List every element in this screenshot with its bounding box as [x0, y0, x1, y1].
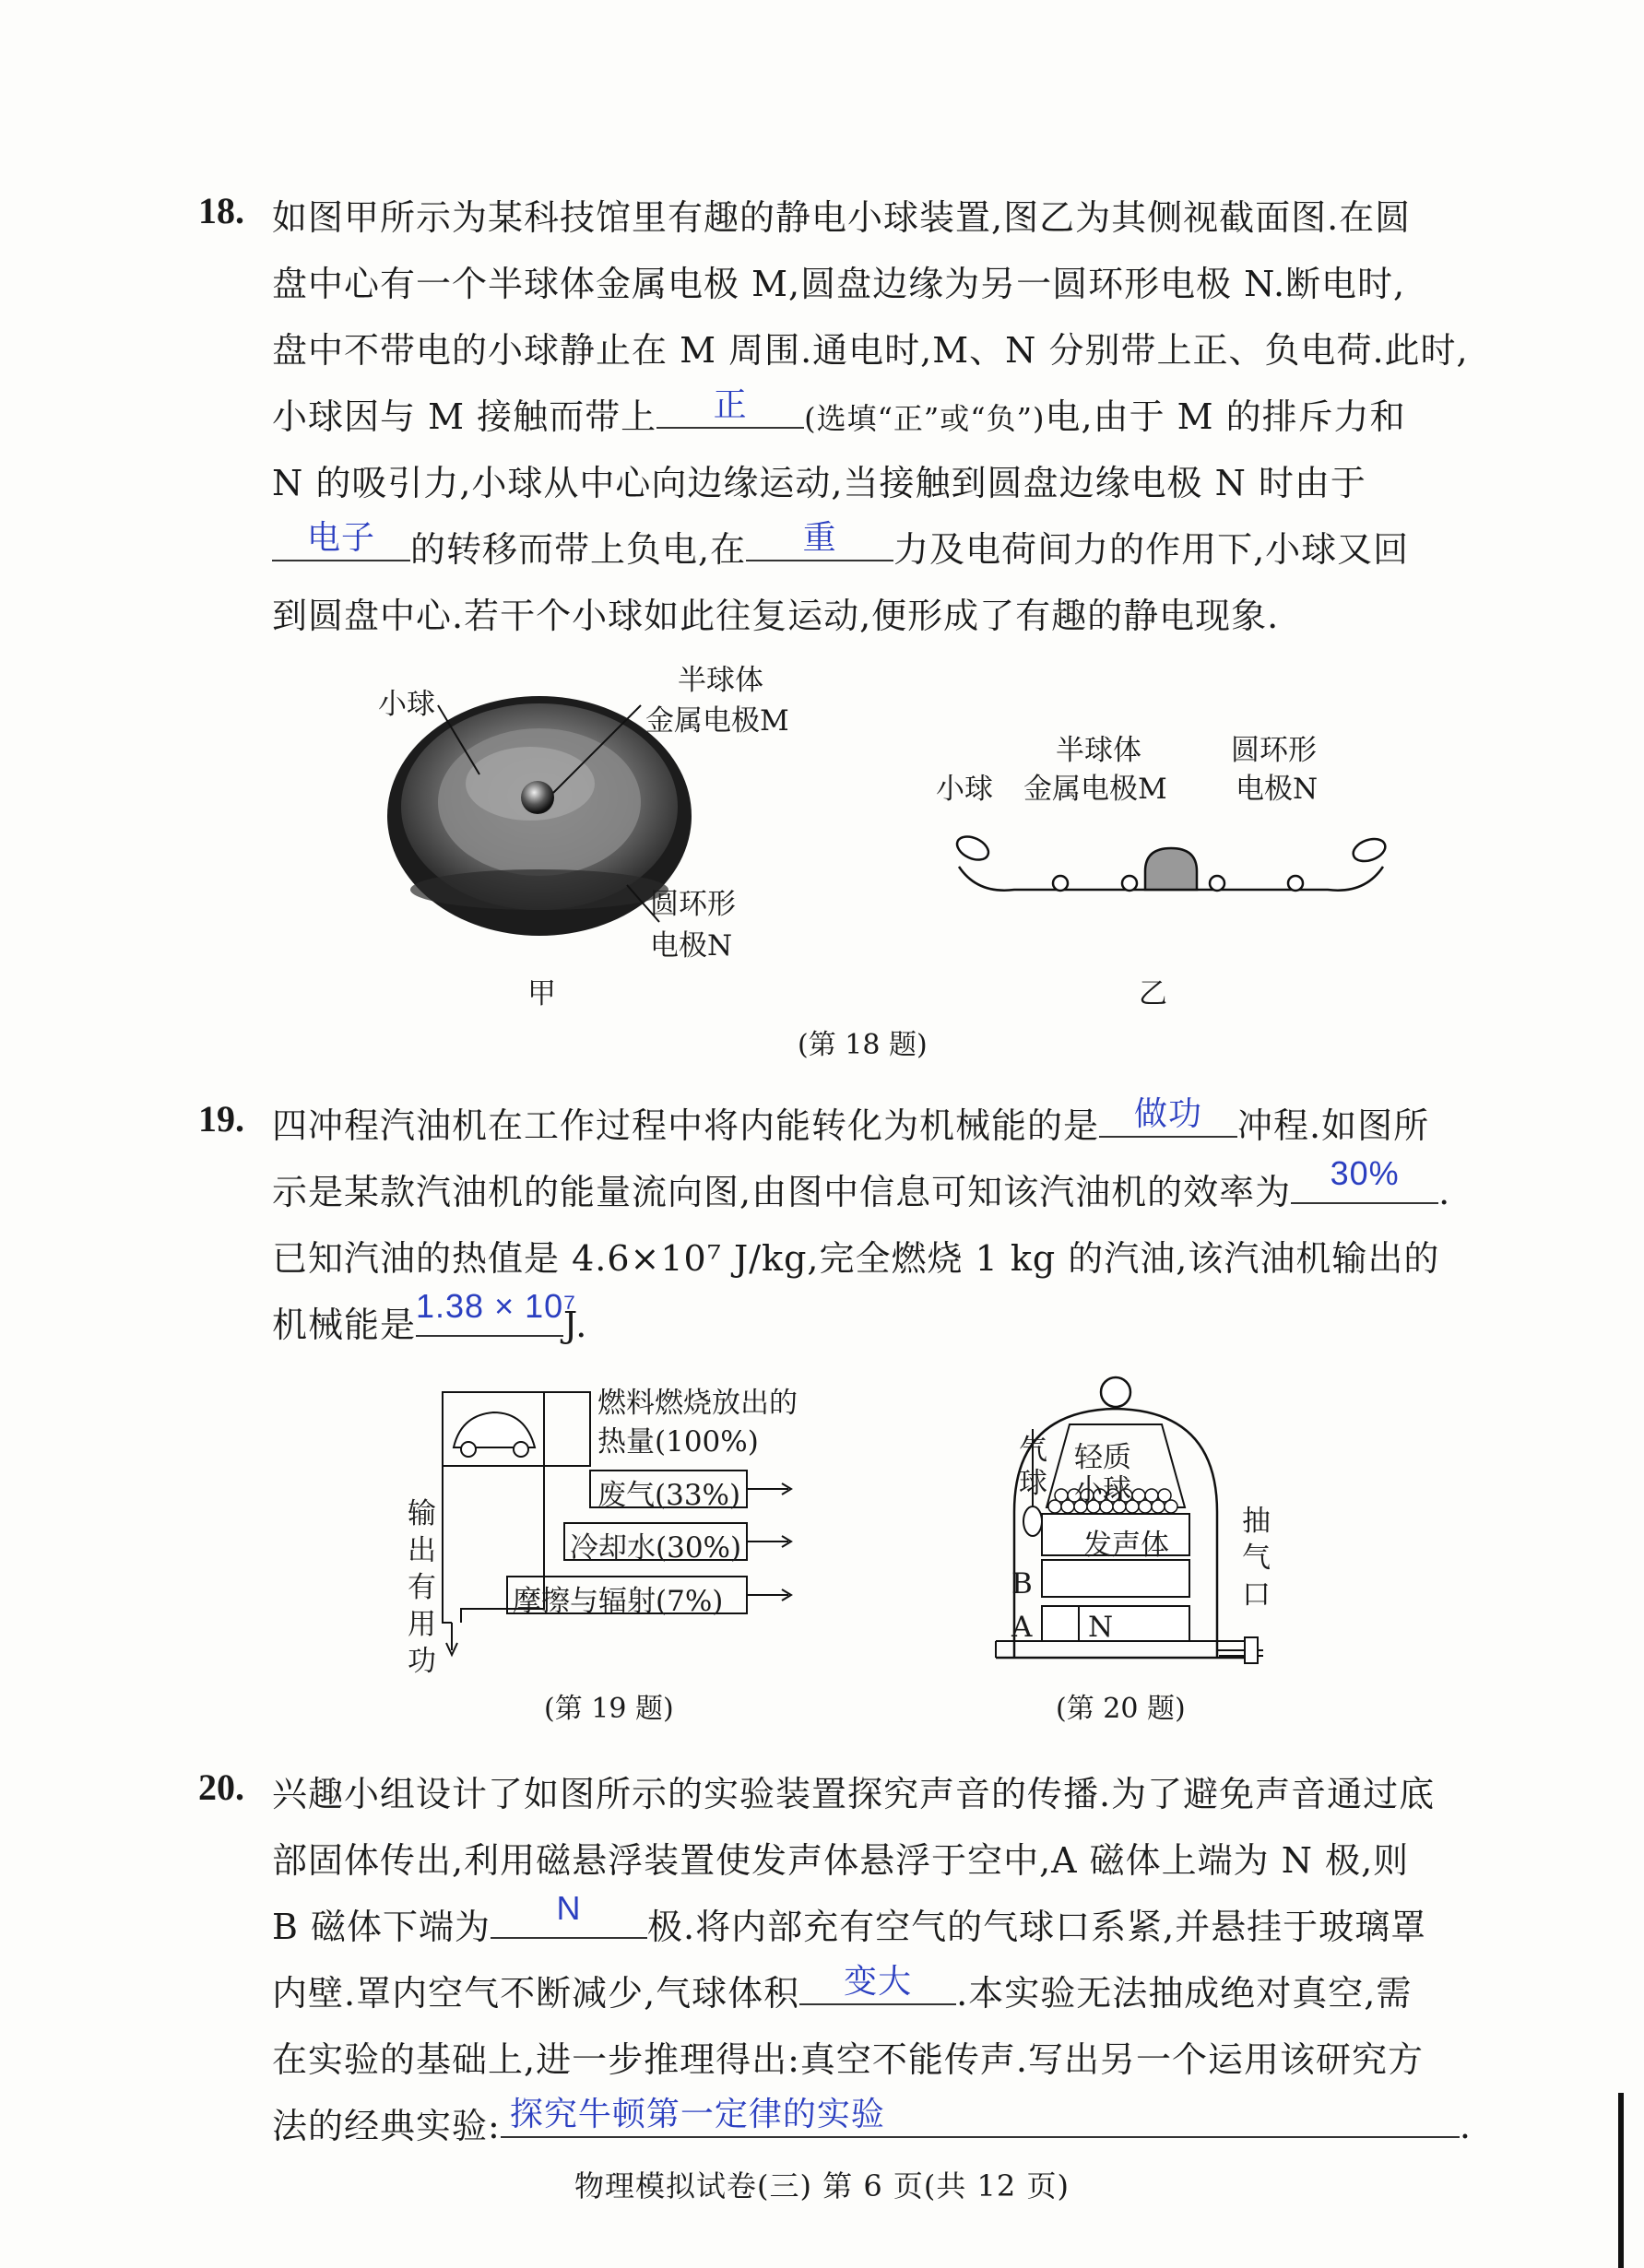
label-m-1: 半球体: [678, 664, 763, 697]
output-char: 用: [408, 1608, 436, 1641]
text-line: 在实验的基础上,进一步推理得出:真空不能传声.写出另一个运用该研究方: [272, 2039, 1424, 2080]
label-ball: 小球: [936, 773, 993, 806]
figure-name: 乙: [1139, 977, 1167, 1010]
text-line: [272, 2097, 1472, 2148]
answer-text: 正: [713, 385, 748, 423]
answer-blank[interactable]: [656, 385, 804, 429]
label-pump: [1242, 1503, 1271, 1613]
answer-text: N: [556, 1889, 582, 1927]
text-segment: 机械能是: [272, 1305, 417, 1345]
label-magnet-a: A: [1011, 1611, 1033, 1644]
text-segment: 力及电荷间力的作用下,小球又回: [893, 529, 1410, 570]
answer-text: 探究牛顿第一定律的实验: [509, 2095, 885, 2132]
answer-text: 电子: [306, 518, 375, 556]
balloon-char: 气: [1019, 1434, 1047, 1467]
text-line: [272, 518, 1410, 572]
question-number: 20.: [198, 1766, 244, 1808]
label-output: [408, 1495, 439, 1680]
output-char: 输: [408, 1497, 436, 1530]
answer-text: 重: [802, 518, 837, 556]
text-segment: .本实验无法抽成绝对真空,需: [956, 1973, 1413, 2014]
pump-char: 抽: [1242, 1505, 1271, 1538]
label-heat-1: 燃料燃烧放出的: [597, 1387, 798, 1420]
label-n-1: 圆环形: [650, 888, 736, 921]
cross-section-diagram: [940, 811, 1402, 922]
pump-char: 口: [1242, 1578, 1271, 1612]
label-pole-n: N: [1088, 1611, 1114, 1644]
answer-text: 30%: [1330, 1154, 1400, 1192]
text-segment: B 磁体下端为: [272, 1907, 491, 1947]
text-line: [272, 1287, 588, 1347]
figure-caption: (第 20 题): [1056, 1693, 1186, 1725]
text-line: 兴趣小组设计了如图所示的实验装置探究声音的传播.为了避免声音通过底: [272, 1774, 1436, 1814]
output-char: 有: [408, 1571, 436, 1604]
answer-blank[interactable]: [491, 1889, 647, 1939]
answer-text: 变大: [844, 1962, 913, 2000]
figure-caption: (第 19 题): [544, 1693, 674, 1725]
text-line: 盘中心有一个半球体金属电极 M,圆盘边缘为另一圆环形电极 N.断电时,: [272, 264, 1406, 304]
text-segment: .: [1438, 1172, 1451, 1212]
label-light-2: 小球: [1074, 1473, 1131, 1506]
text-segment: 的转移而带上负电,在: [410, 529, 747, 570]
answer-blank[interactable]: [799, 1962, 956, 2005]
output-char: 出: [408, 1534, 436, 1567]
text-line: 部固体传出,利用磁悬浮装置使发声体悬浮于空中,A 磁体上端为 N 极,则: [272, 1840, 1410, 1881]
text-segment: 示是某款汽油机的能量流向图,由图中信息可知该汽油机的效率为: [272, 1172, 1292, 1212]
label-exhaust: 废气(33%): [597, 1479, 741, 1512]
label-heat-2: 热量(100%): [597, 1425, 759, 1459]
label-m-2: 金属电极M: [1023, 773, 1167, 806]
balloon-char: 球: [1019, 1467, 1047, 1500]
text-line: N 的吸引力,小球从中心向边缘运动,当接触到圆盘边缘电极 N 时由于: [272, 463, 1366, 503]
text-line: 如图甲所示为某科技馆里有趣的静电小球装置,图乙为其侧视截面图.在圆: [272, 197, 1412, 238]
answer-blank[interactable]: [416, 1287, 577, 1337]
label-cooling: 冷却水(30%): [570, 1531, 742, 1565]
figure-18-b: [940, 811, 1402, 922]
label-friction: 摩擦与辐射(7%): [513, 1585, 724, 1618]
figure-caption: (第 18 题): [798, 1029, 928, 1061]
label-balloon: [1019, 1434, 1048, 1500]
text-segment: 冲程.如图所: [1237, 1105, 1430, 1146]
label-n-2: 电极N: [1236, 773, 1319, 806]
text-line: [272, 1962, 1413, 2015]
scan-edge-bar: [1618, 2093, 1624, 2268]
text-segment: .: [1459, 2106, 1472, 2146]
answer-blank[interactable]: [1099, 1094, 1237, 1138]
text-segment: 极.将内部充有空气的气球口系紧,并悬挂于玻璃罩: [647, 1907, 1427, 1947]
text-line: 到圆盘中心.若干个小球如此往复运动,便形成了有趣的静电现象.: [272, 596, 1280, 636]
label-m-1: 半球体: [1056, 734, 1141, 767]
answer-text: 做功: [1134, 1094, 1203, 1132]
label-ball: 小球: [378, 688, 435, 721]
figure-name: 甲: [527, 977, 556, 1010]
label-magnet-b: B: [1011, 1567, 1033, 1601]
label-m-2: 金属电极M: [645, 704, 789, 738]
page-footer: 物理模拟试卷(三) 第 6 页(共 12 页): [574, 2168, 1070, 2203]
pump-char: 气: [1242, 1542, 1271, 1575]
text-line: [272, 385, 1406, 439]
question-number: 19.: [198, 1098, 244, 1140]
answer-blank[interactable]: [272, 518, 410, 561]
answer-blank[interactable]: [746, 518, 893, 561]
text-segment: 四冲程汽油机在工作过程中将内能转化为机械能的是: [272, 1105, 1100, 1146]
label-n-1: 圆环形: [1231, 734, 1317, 767]
question-number: 18.: [198, 190, 244, 231]
text-line: [272, 1889, 1427, 1949]
text-segment: 小球因与 M 接触而带上: [272, 396, 657, 437]
text-segment: (选填“正”或“负”): [804, 401, 1046, 436]
output-char: 功: [408, 1645, 436, 1678]
text-line: 盘中不带电的小球静止在 M 周围.通电时,M、N 分别带上正、负电荷.此时,: [272, 330, 1469, 371]
text-line: [272, 1154, 1451, 1214]
answer-blank[interactable]: [1291, 1154, 1438, 1204]
text-segment: 内壁.罩内空气不断减少,气球体积: [272, 1973, 800, 2014]
text-segment: 法的经典实验:: [272, 2106, 501, 2146]
text-segment: J.: [563, 1305, 588, 1345]
text-line: [272, 1094, 1430, 1148]
label-light-1: 轻质: [1074, 1441, 1131, 1474]
label-sounder: 发声体: [1083, 1529, 1169, 1562]
answer-blank[interactable]: [501, 2095, 1460, 2138]
label-n-2: 电极N: [650, 929, 733, 963]
text-segment: 电,由于 M 的排斥力和: [1045, 396, 1406, 437]
text-line: 已知汽油的热值是 4.6×10⁷ J/kg,完全燃烧 1 kg 的汽油,该汽油机输出的: [272, 1238, 1440, 1279]
answer-text: 1.38 × 10⁷: [416, 1287, 577, 1325]
